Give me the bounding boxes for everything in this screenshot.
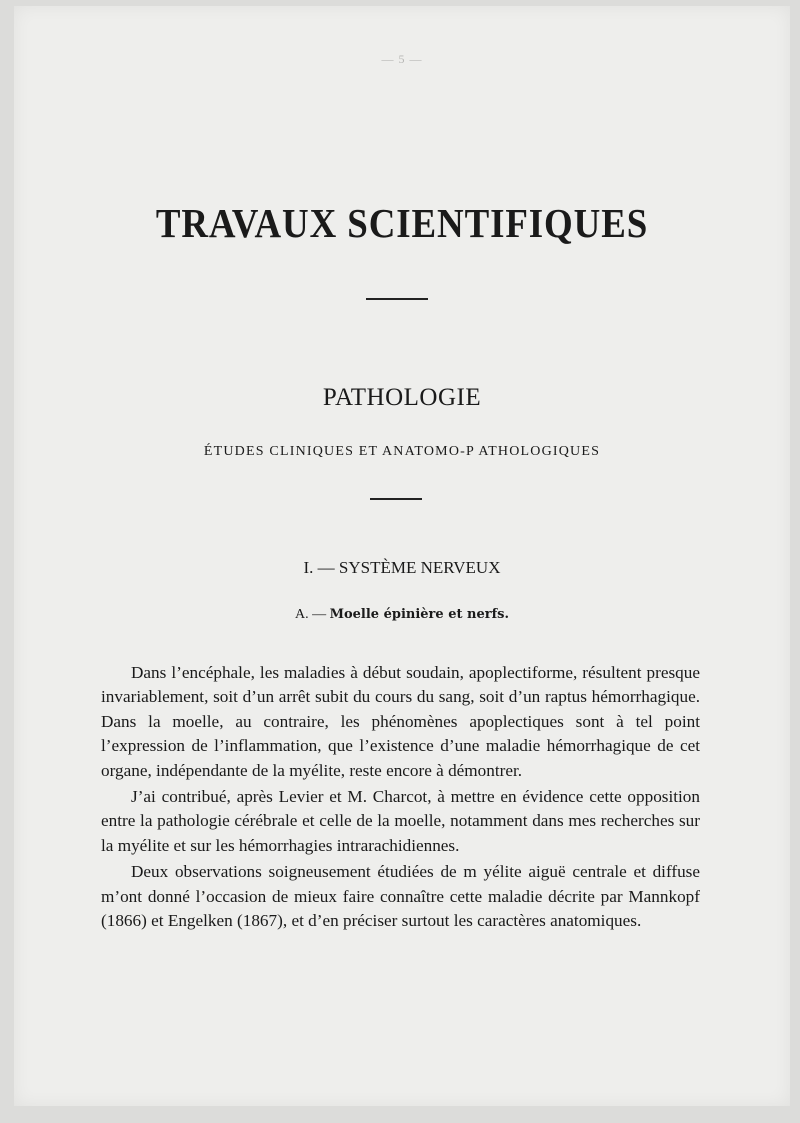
title-rule xyxy=(366,298,428,300)
subsection-title: Moelle épinière et nerfs. xyxy=(329,607,510,622)
section-title: PATHOLOGIE xyxy=(322,384,482,411)
page-number: — 5 — xyxy=(381,52,423,66)
subsection-heading xyxy=(14,607,790,623)
subsection-prefix: A. — xyxy=(294,607,330,622)
section-rule xyxy=(370,498,422,500)
paragraph: J’ai contribué, après Levier et M. Charcot, à mettre en évidence cette opposition entre la pathologie cérébrale et celle de la moelle, notamment dans mes recherches sur la myélite et sur les hémorrhagies intrarachidiennes. xyxy=(101,787,700,855)
paragraph: Dans l’encéphale, les maladies à début soudain, apoplectiforme, résultent presque invariablement, soit d’un arrêt subit du cours du sang, soit d’un raptus hémorrhagique. Dans la moelle, au contraire, les phénomènes apoplectiques sont à tel point l’expression de l’inflammation, que l’existence d’une maladie hémorrhagique de cet organe, indépendante de la myélite, reste encore à démontrer. xyxy=(101,663,700,780)
document-page xyxy=(14,6,790,1106)
body-text xyxy=(101,661,700,935)
chapter-title: I. — SYSTÈME NERVEUX xyxy=(303,558,501,577)
paragraph: Deux observations soigneusement étudiées de m yélite aiguë centrale et diffuse m’ont donné l’occasion de mieux faire connaître cette maladie décrite par Mannkopf (1866) et Engelken (1867), et d’en préciser surtout les caractères anatomiques. xyxy=(101,862,700,931)
section-subtitle: ÉTUDES CLINIQUES ET ANATOMO-P ATHOLOGIQUES xyxy=(203,444,601,459)
main-title: TRAVAUX SCIENTIFIQUES xyxy=(155,200,649,246)
